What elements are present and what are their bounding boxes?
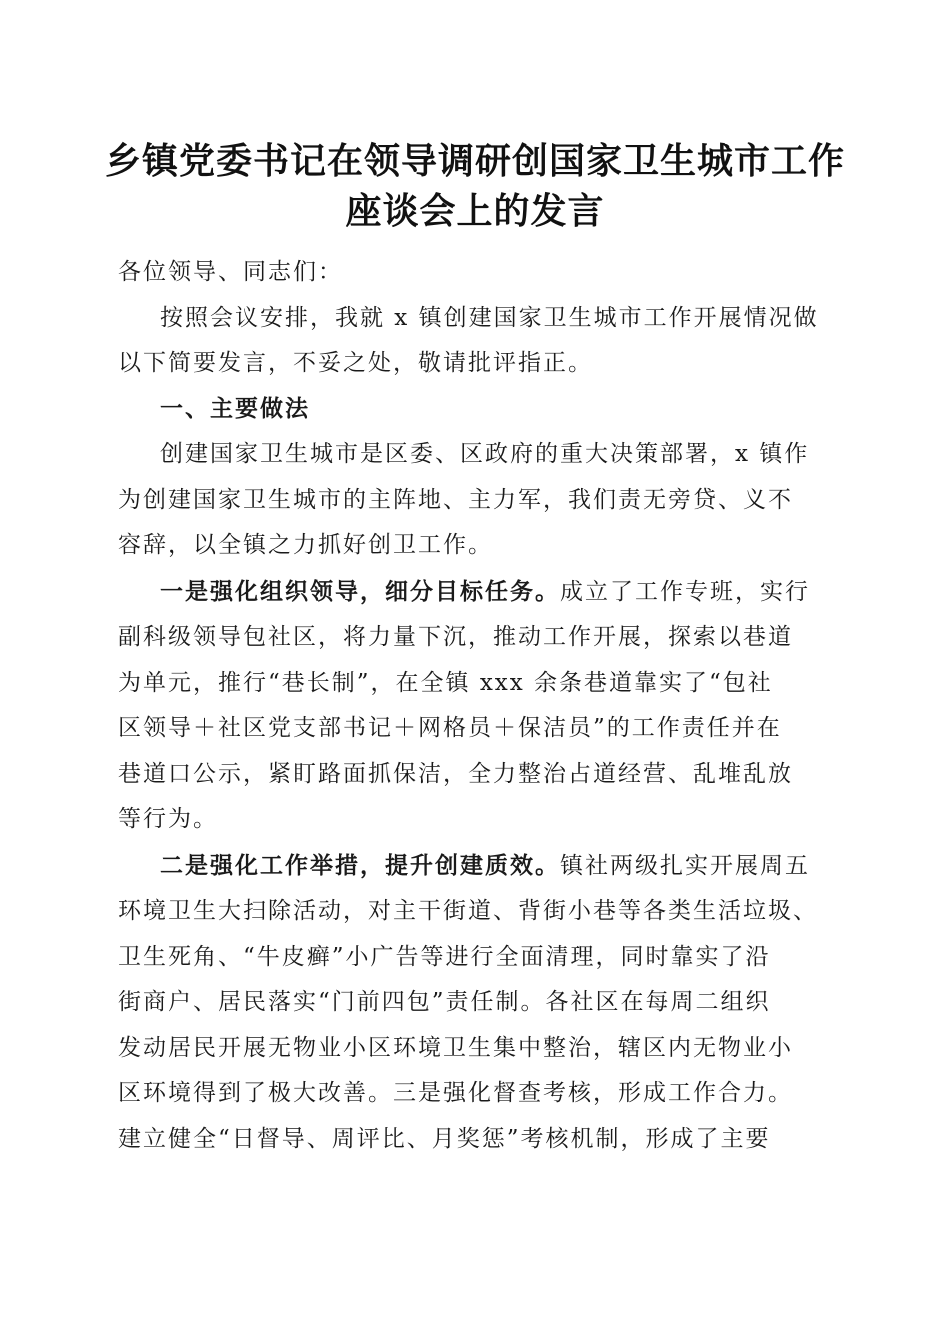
paragraph-line: 发动居民开展无物业小区环境卫生集中整治，辖区内无物业小 — [118, 1034, 793, 1061]
paragraph-line: 等行为。 — [118, 806, 218, 832]
salutation-text: 各位领导、同志们： — [118, 259, 343, 285]
intro-paragraph — [118, 296, 830, 387]
section-heading-text: 一、主要做法 — [160, 395, 310, 422]
intro-line: 按照会议安排，我就 x 镇创建国家卫生城市工作开展情况做 — [160, 304, 819, 331]
paragraph-line: 创建国家卫生城市是区委、区政府的重大决策部署，x 镇作 — [160, 441, 810, 467]
document-body — [118, 250, 830, 1162]
paragraph-line: 建立健全“日督导、周评比、月奖惩”考核机制，形成了主要 — [118, 1125, 771, 1152]
point-one-lead: 一是强化组织领导，细分目标任务。 — [160, 577, 560, 605]
paragraph-line — [118, 843, 830, 890]
paragraph-line: 环境卫生大扫除活动，对主干街道、背街小巷等各类生活垃圾、 — [118, 898, 818, 924]
paragraph-line: 区领导＋社区党支部书记＋网格员＋保洁员”的工作责任并在 — [118, 715, 782, 741]
paragraph-line: 为创建国家卫生城市的主阵地、主力军，我们责无旁贷、义不 — [118, 486, 793, 513]
paragraph-line: 区环境得到了极大改善。三是强化督查考核，形成工作合力。 — [118, 1080, 793, 1106]
point-one-first-line: 成立了工作专班，实行 — [560, 578, 810, 605]
paragraph-line: 卫生死角、“牛皮癣”小广告等进行全面清理，同时靠实了沿 — [118, 943, 771, 970]
salutation — [118, 250, 830, 296]
document-title — [100, 136, 850, 236]
intro-line: 以下简要发言，不妥之处，敬请批评指正。 — [118, 350, 593, 376]
paragraph-line — [118, 569, 830, 616]
paragraph-line: 容辞，以全镇之力抓好创卫工作。 — [118, 532, 493, 558]
paragraph-line: 为单元，推行“巷长制”，在全镇 xxx 余条巷道靠实了“包社 — [118, 669, 773, 696]
paragraph-line: 副科级领导包社区，将力量下沉，推动工作开展，探索以巷道 — [118, 624, 793, 650]
paragraph-line: 街商户、居民落实“门前四包”责任制。各社区在每周二组织 — [118, 989, 771, 1015]
point-two-paragraph — [118, 843, 830, 1163]
point-two-lead: 二是强化工作举措，提升创建质效。 — [160, 851, 560, 879]
section-heading — [118, 387, 830, 433]
point-two-first-line: 镇社两级扎实开展周五 — [560, 852, 810, 879]
section-paragraph — [118, 432, 830, 569]
paragraph-line: 巷道口公示，紧盯路面抓保洁，全力整治占道经营、乱堆乱放 — [118, 760, 793, 787]
point-one-paragraph — [118, 569, 830, 843]
title-line-1: 乡镇党委书记在领导调研创国家卫生城市工作 — [104, 140, 845, 182]
title-line-2: 座谈会上的发言 — [345, 190, 605, 232]
